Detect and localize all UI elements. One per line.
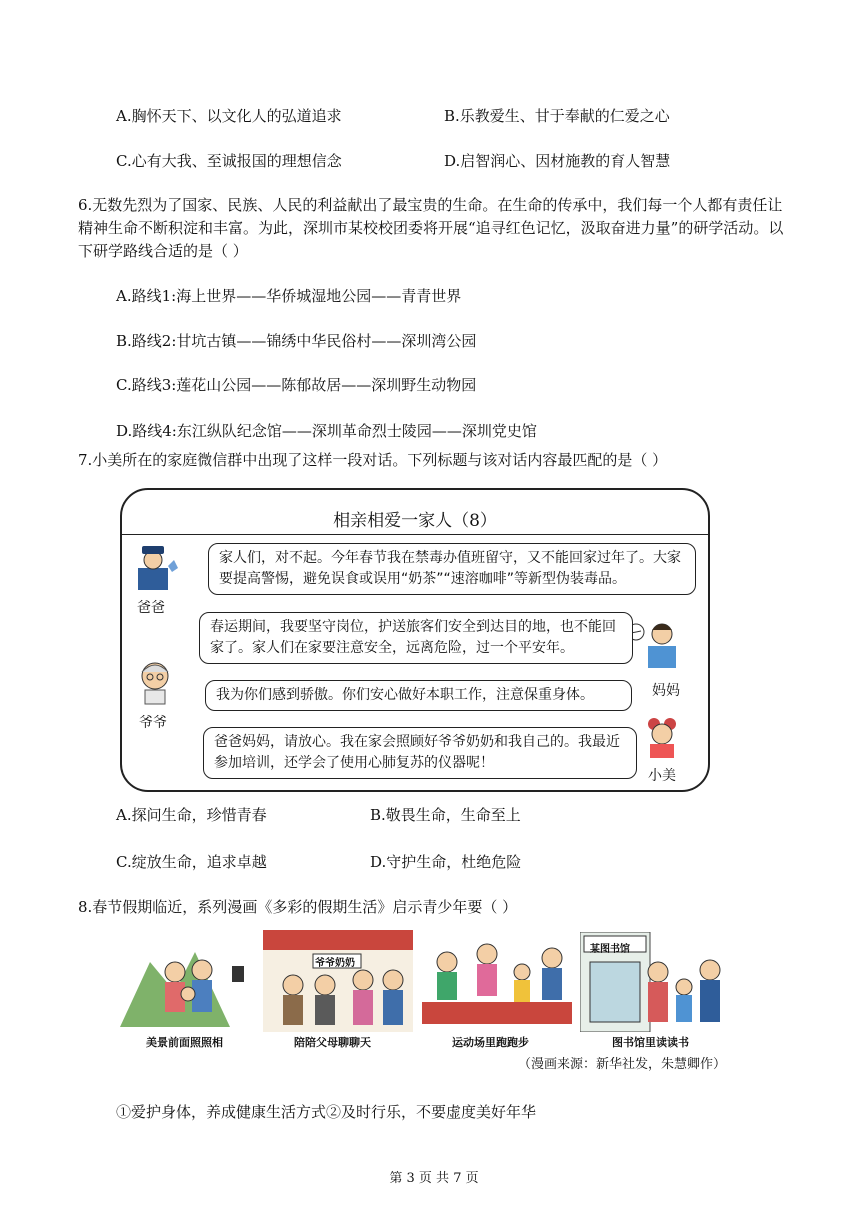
panel-caption-3: 运动场里跑跑步: [452, 1036, 529, 1049]
q7-option-a: A.探问生命，珍惜青春: [116, 806, 267, 824]
q5-option-a: A.胸怀天下、以文化人的弘道追求: [116, 107, 342, 125]
dad-message: 家人们，对不起。今年春节我在禁毒办值班留守，又不能回家过年了。大家要提高警惕，避免误食或误用“奶茶”“速溶咖啡”等新型伪装毒品。: [208, 543, 696, 595]
q6-option-b: B.路线2:甘坑古镇——锦绣中华民俗村——深圳湾公园: [116, 332, 477, 350]
mom-message: 春运期间，我要坚守岗位，护送旅客们安全到达目的地，也不能回家了。家人们在家要注意安全，远离危险，过一个平安年。: [199, 612, 633, 664]
xiaomei-name: 小美: [648, 768, 676, 784]
dad-police-avatar-icon: [132, 540, 184, 592]
q7-option-c: C.绽放生命，追求卓越: [116, 853, 267, 871]
comic-source: （漫画来源：新华社发，朱慧卿作）: [518, 1057, 727, 1072]
q6-option-d: D.路线4:东江纵队纪念馆——深圳革命烈士陵园——深圳党史馆: [116, 422, 537, 440]
dad-name: 爸爸: [137, 600, 165, 616]
page-footer: 第 3 页 共 7 页: [389, 1171, 479, 1186]
q5-option-c: C.心有大我、至诚报国的理想信念: [116, 152, 342, 170]
comic-panel-photo-icon: [120, 932, 260, 1032]
panel-4-sign: 某图书馆: [590, 944, 630, 955]
grandpa-message: 我为你们感到骄傲。你们安心做好本职工作，注意保重身体。: [205, 680, 632, 711]
xiaomei-message: 爸爸妈妈，请放心。我在家会照顾好爷爷奶奶和我自己的。我最近参加培训，还学会了使用心肺复苏的仪器呢！: [203, 727, 637, 779]
q6-option-a: A.路线1:海上世界——华侨城湿地公园——青青世界: [116, 287, 462, 305]
q8-stem: 8.春节假期临近，系列漫画《多彩的假期生活》启示青少年要（ ）: [78, 898, 518, 916]
q5-option-b: B.乐教爱生、甘于奉献的仁爱之心: [444, 107, 670, 125]
mom-attendant-avatar-icon: [626, 612, 684, 668]
q7-option-b: B.敬畏生命，生命至上: [370, 806, 521, 824]
chat-divider: [122, 534, 708, 535]
panel-caption-1: 美景前面照照相: [146, 1036, 223, 1049]
panel-caption-4: 图书馆里读读书: [612, 1036, 689, 1049]
grandpa-avatar-icon: [133, 656, 177, 706]
mom-name: 妈妈: [652, 683, 680, 699]
comic-panel-parents-icon: [263, 930, 413, 1032]
q5-option-d: D.启智润心、因材施教的育人智慧: [444, 152, 671, 170]
panel-caption-2: 陪陪父母聊聊天: [294, 1036, 371, 1049]
panel-2-sign: 爷爷奶奶: [315, 958, 355, 969]
q8-statements: ①爱护身体，养成健康生活方式②及时行乐，不要虚度美好年华: [116, 1103, 537, 1121]
q6-stem: 6.无数先烈为了国家、民族、人民的利益献出了最宝贵的生命。在生命的传承中，我们每一个人都有责任让精神生命不断积淀和丰富。为此，深圳市某校校团委将开展“追寻红色记忆，汲取奋进力量”的研学活动。以下研学路线合适的是（ ）: [78, 196, 784, 260]
chat-title: 相亲相爱一家人（8）: [333, 511, 497, 531]
q7-option-d: D.守护生命，杜绝危险: [370, 853, 522, 871]
grandpa-name: 爷爷: [139, 715, 167, 731]
comic-panel-running-icon: [422, 932, 572, 1032]
q7-stem: 7.小美所在的家庭微信群中出现了这样一段对话。下列标题与该对话内容最匹配的是（ ）: [78, 451, 668, 469]
q6-option-c: C.路线3:莲花山公园——陈郁故居——深圳野生动物园: [116, 376, 477, 394]
xiaomei-avatar-icon: [640, 714, 684, 762]
